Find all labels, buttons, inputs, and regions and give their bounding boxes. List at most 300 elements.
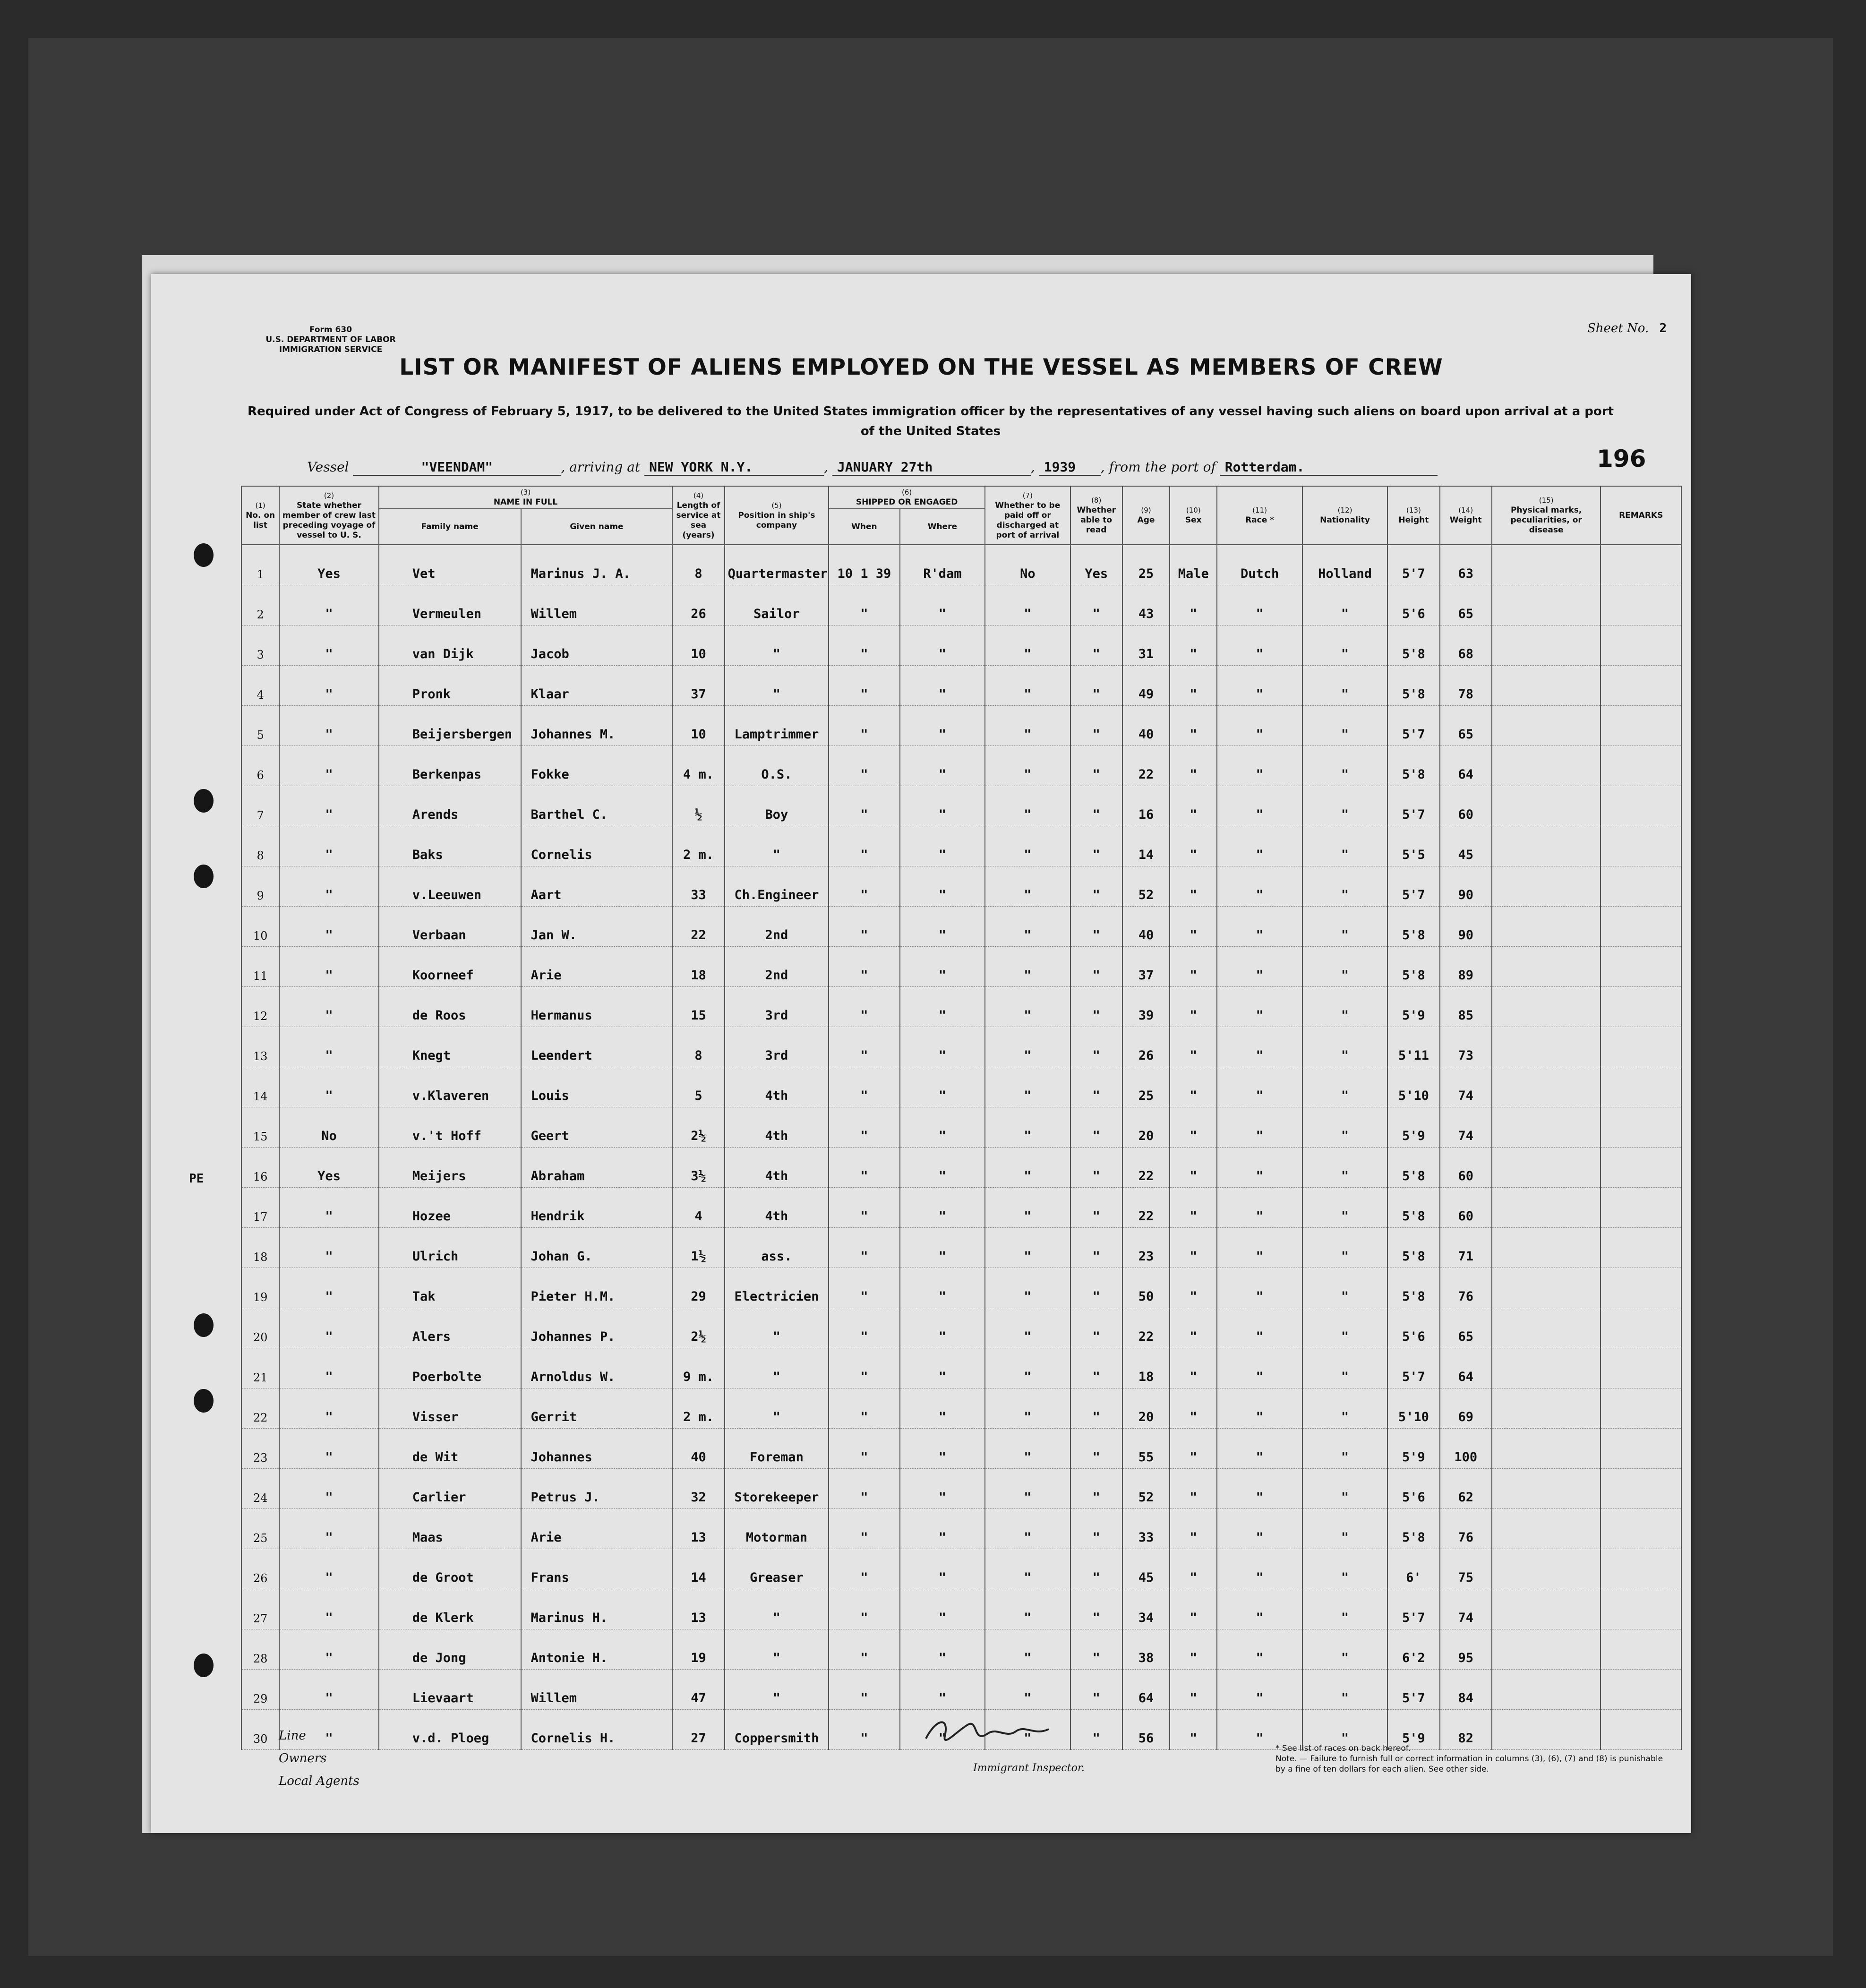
age-cell: 20 xyxy=(1122,1107,1170,1148)
nationality-cell: " xyxy=(1302,866,1387,907)
row-number-cell: 7 xyxy=(241,786,279,826)
physical-marks-cell xyxy=(1492,947,1601,987)
local-agents-label: Local Agents xyxy=(279,1774,360,1788)
paid-off-cell: " xyxy=(985,1509,1070,1549)
nationality-cell: " xyxy=(1302,1429,1387,1469)
punch-hole xyxy=(194,1654,214,1677)
paid-off-cell: " xyxy=(985,1188,1070,1228)
race-cell: " xyxy=(1217,626,1302,666)
col-family-header: Family name xyxy=(379,509,521,545)
remarks-cell xyxy=(1601,1670,1681,1710)
length-of-service-cell: 8 xyxy=(672,545,724,585)
paid-off-cell: No xyxy=(985,545,1070,585)
col-height-header: (13) Height xyxy=(1387,486,1439,545)
form-number: Form 630 xyxy=(309,325,352,334)
prev-voyage-cell: " xyxy=(279,666,379,706)
sex-cell: " xyxy=(1170,1549,1217,1589)
able-to-read-cell: " xyxy=(1070,1429,1122,1469)
shipped-when-cell: " xyxy=(829,866,899,907)
able-to-read-cell: " xyxy=(1070,1509,1122,1549)
given-name-cell: Johannes M. xyxy=(521,706,673,746)
height-cell: 5'5 xyxy=(1387,826,1439,866)
col-name-header: (3) NAME IN FULL xyxy=(379,486,673,509)
physical-marks-cell xyxy=(1492,1629,1601,1670)
nationality-cell: " xyxy=(1302,585,1387,626)
weight-cell: 68 xyxy=(1440,626,1492,666)
sex-cell: " xyxy=(1170,987,1217,1027)
race-cell: " xyxy=(1217,1429,1302,1469)
sex-cell: " xyxy=(1170,786,1217,826)
table-row xyxy=(241,746,1681,786)
prev-voyage-cell: No xyxy=(279,1107,379,1148)
nationality-cell: " xyxy=(1302,1268,1387,1308)
remarks-cell xyxy=(1601,947,1681,987)
length-of-service-cell: 8 xyxy=(672,1027,724,1067)
weight-cell: 60 xyxy=(1440,786,1492,826)
physical-marks-cell xyxy=(1492,907,1601,947)
race-cell: " xyxy=(1217,1710,1302,1750)
length-of-service-cell: 47 xyxy=(672,1670,724,1710)
age-cell: 22 xyxy=(1122,1188,1170,1228)
department-name: U.S. DEPARTMENT OF LABOR xyxy=(265,335,396,344)
table-row xyxy=(241,1469,1681,1509)
paid-off-cell: " xyxy=(985,1027,1070,1067)
prev-voyage-cell: " xyxy=(279,1027,379,1067)
given-name-cell: Petrus J. xyxy=(521,1469,673,1509)
able-to-read-cell: " xyxy=(1070,1348,1122,1388)
nationality-cell: " xyxy=(1302,907,1387,947)
shipped-where-cell: " xyxy=(900,1469,985,1509)
col-no-header: (1) No. on list xyxy=(241,486,279,545)
weight-cell: 90 xyxy=(1440,907,1492,947)
paid-off-cell: " xyxy=(985,1107,1070,1148)
race-cell: " xyxy=(1217,1027,1302,1067)
race-cell: " xyxy=(1217,1469,1302,1509)
row-number-cell: 26 xyxy=(241,1549,279,1589)
paid-off-cell: " xyxy=(985,1589,1070,1629)
paid-off-cell: " xyxy=(985,1388,1070,1429)
paid-off-cell: " xyxy=(985,1348,1070,1388)
height-cell: 5'9 xyxy=(1387,1710,1439,1750)
sex-cell: " xyxy=(1170,706,1217,746)
prev-voyage-cell: " xyxy=(279,626,379,666)
remarks-cell xyxy=(1601,1188,1681,1228)
paid-off-cell: " xyxy=(985,585,1070,626)
physical-marks-cell xyxy=(1492,585,1601,626)
remarks-cell xyxy=(1601,826,1681,866)
row-number-cell: 6 xyxy=(241,746,279,786)
family-name-cell: v.Leeuwen xyxy=(379,866,521,907)
header-row xyxy=(241,486,1681,509)
remarks-cell xyxy=(1601,1509,1681,1549)
inspector-label: Immigrant Inspector. xyxy=(973,1762,1085,1774)
paid-off-cell: " xyxy=(985,706,1070,746)
age-cell: 26 xyxy=(1122,1027,1170,1067)
form-header xyxy=(217,325,444,355)
height-cell: 5'11 xyxy=(1387,1027,1439,1067)
shipped-when-cell: " xyxy=(829,1308,899,1348)
shipped-when-cell: " xyxy=(829,1268,899,1308)
weight-cell: 76 xyxy=(1440,1509,1492,1549)
nationality-cell: " xyxy=(1302,947,1387,987)
physical-marks-cell xyxy=(1492,1670,1601,1710)
table-row xyxy=(241,1549,1681,1589)
shipped-when-cell: " xyxy=(829,1388,899,1429)
table-row xyxy=(241,1188,1681,1228)
shipped-where-cell: " xyxy=(900,866,985,907)
physical-marks-cell xyxy=(1492,1067,1601,1107)
manifest-title: LIST OR MANIFEST OF ALIENS EMPLOYED ON THE VESSEL AS MEMBERS OF CREW xyxy=(399,354,1443,380)
shipped-when-cell: " xyxy=(829,1348,899,1388)
row-number-cell: 14 xyxy=(241,1067,279,1107)
arrival-date: JANUARY 27th xyxy=(832,459,1031,476)
given-name-cell: Geert xyxy=(521,1107,673,1148)
sex-cell: " xyxy=(1170,1188,1217,1228)
sex-cell: " xyxy=(1170,585,1217,626)
col-when-header: When xyxy=(829,509,899,545)
age-cell: 37 xyxy=(1122,947,1170,987)
weight-cell: 74 xyxy=(1440,1067,1492,1107)
family-name-cell: Ulrich xyxy=(379,1228,521,1268)
shipped-where-cell: " xyxy=(900,826,985,866)
shipped-where-cell: " xyxy=(900,987,985,1027)
family-name-cell: Alers xyxy=(379,1308,521,1348)
weight-cell: 60 xyxy=(1440,1188,1492,1228)
col-position-header: (5) Position in ship's company xyxy=(725,486,829,545)
remarks-cell xyxy=(1601,1589,1681,1629)
able-to-read-cell: " xyxy=(1070,1268,1122,1308)
position-cell: " xyxy=(725,826,829,866)
table-row xyxy=(241,1107,1681,1148)
height-cell: 5'6 xyxy=(1387,585,1439,626)
footer-notes xyxy=(1275,1743,1672,1774)
family-name-cell: v.Klaveren xyxy=(379,1067,521,1107)
table-row xyxy=(241,706,1681,746)
length-of-service-cell: 1½ xyxy=(672,1228,724,1268)
prev-voyage-cell: " xyxy=(279,1388,379,1429)
age-cell: 40 xyxy=(1122,706,1170,746)
table-row xyxy=(241,1509,1681,1549)
remarks-cell xyxy=(1601,1027,1681,1067)
shipped-where-cell: " xyxy=(900,666,985,706)
family-name-cell: Lievaart xyxy=(379,1670,521,1710)
position-cell: Electricien xyxy=(725,1268,829,1308)
shipped-where-cell: R'dam xyxy=(900,545,985,585)
height-cell: 5'7 xyxy=(1387,1348,1439,1388)
weight-cell: 45 xyxy=(1440,826,1492,866)
age-cell: 52 xyxy=(1122,1469,1170,1509)
age-cell: 14 xyxy=(1122,826,1170,866)
shipped-where-cell: " xyxy=(900,1148,985,1188)
remarks-cell xyxy=(1601,1148,1681,1188)
paid-off-cell: " xyxy=(985,1268,1070,1308)
length-of-service-cell: 13 xyxy=(672,1589,724,1629)
weight-cell: 71 xyxy=(1440,1228,1492,1268)
physical-marks-cell xyxy=(1492,1509,1601,1549)
remarks-cell xyxy=(1601,907,1681,947)
position-cell: 3rd xyxy=(725,1027,829,1067)
able-to-read-cell: " xyxy=(1070,1388,1122,1429)
family-name-cell: de Jong xyxy=(379,1629,521,1670)
margin-mark: PE xyxy=(189,1172,204,1186)
nationality-cell: " xyxy=(1302,987,1387,1027)
physical-marks-cell xyxy=(1492,1348,1601,1388)
prev-voyage-cell: " xyxy=(279,1549,379,1589)
shipped-where-cell: " xyxy=(900,1509,985,1549)
race-cell: Dutch xyxy=(1217,545,1302,585)
race-cell: " xyxy=(1217,1388,1302,1429)
table-row xyxy=(241,1148,1681,1188)
position-cell: " xyxy=(725,626,829,666)
sex-cell: " xyxy=(1170,626,1217,666)
family-name-cell: Visser xyxy=(379,1388,521,1429)
weight-cell: 89 xyxy=(1440,947,1492,987)
shipped-when-cell: " xyxy=(829,987,899,1027)
sex-cell: " xyxy=(1170,1509,1217,1549)
sex-cell: " xyxy=(1170,1027,1217,1067)
shipped-when-cell: " xyxy=(829,907,899,947)
weight-cell: 65 xyxy=(1440,585,1492,626)
able-to-read-cell: " xyxy=(1070,987,1122,1027)
family-name-cell: Meijers xyxy=(379,1148,521,1188)
sex-cell: " xyxy=(1170,1348,1217,1388)
family-name-cell: Carlier xyxy=(379,1469,521,1509)
shipped-when-cell: " xyxy=(829,1148,899,1188)
row-number-cell: 22 xyxy=(241,1388,279,1429)
family-name-cell: Berkenpas xyxy=(379,746,521,786)
manifest-page xyxy=(151,274,1691,1833)
paid-off-cell: " xyxy=(985,947,1070,987)
table-row xyxy=(241,987,1681,1027)
crew-table xyxy=(241,486,1682,1750)
length-of-service-cell: 26 xyxy=(672,585,724,626)
age-cell: 56 xyxy=(1122,1710,1170,1750)
prev-voyage-cell: Yes xyxy=(279,1148,379,1188)
nationality-cell: " xyxy=(1302,1228,1387,1268)
remarks-cell xyxy=(1601,1228,1681,1268)
length-of-service-cell: 19 xyxy=(672,1629,724,1670)
given-name-cell: Arie xyxy=(521,1509,673,1549)
shipped-where-cell: " xyxy=(900,1388,985,1429)
length-of-service-cell: 3½ xyxy=(672,1148,724,1188)
owners-label: Owners xyxy=(279,1751,327,1765)
position-cell: " xyxy=(725,1388,829,1429)
height-cell: 5'9 xyxy=(1387,1107,1439,1148)
paid-off-cell: " xyxy=(985,1629,1070,1670)
paid-off-cell: " xyxy=(985,907,1070,947)
given-name-cell: Hendrik xyxy=(521,1188,673,1228)
given-name-cell: Barthel C. xyxy=(521,786,673,826)
length-of-service-cell: 33 xyxy=(672,866,724,907)
row-number-cell: 11 xyxy=(241,947,279,987)
height-cell: 5'8 xyxy=(1387,626,1439,666)
able-to-read-cell: " xyxy=(1070,1308,1122,1348)
family-name-cell: Knegt xyxy=(379,1027,521,1067)
height-cell: 5'8 xyxy=(1387,907,1439,947)
row-number-cell: 17 xyxy=(241,1188,279,1228)
position-cell: 4th xyxy=(725,1188,829,1228)
prev-voyage-cell: " xyxy=(279,585,379,626)
able-to-read-cell: " xyxy=(1070,706,1122,746)
length-of-service-cell: 4 xyxy=(672,1188,724,1228)
physical-marks-cell xyxy=(1492,545,1601,585)
row-number-cell: 1 xyxy=(241,545,279,585)
position-cell: 4th xyxy=(725,1067,829,1107)
position-cell: 2nd xyxy=(725,947,829,987)
table-row xyxy=(241,545,1681,585)
given-name-cell: Cornelis H. xyxy=(521,1710,673,1750)
shipped-when-cell: " xyxy=(829,786,899,826)
col-race-header: (11) Race * xyxy=(1217,486,1302,545)
sex-cell: " xyxy=(1170,666,1217,706)
shipped-where-cell: " xyxy=(900,1348,985,1388)
length-of-service-cell: 2 m. xyxy=(672,1388,724,1429)
physical-marks-cell xyxy=(1492,1549,1601,1589)
weight-cell: 82 xyxy=(1440,1710,1492,1750)
race-cell: " xyxy=(1217,866,1302,907)
race-cell: " xyxy=(1217,1308,1302,1348)
position-cell: Ch.Engineer xyxy=(725,866,829,907)
physical-marks-cell xyxy=(1492,626,1601,666)
physical-marks-cell xyxy=(1492,706,1601,746)
physical-marks-cell xyxy=(1492,1228,1601,1268)
age-cell: 18 xyxy=(1122,1348,1170,1388)
shipped-when-cell: " xyxy=(829,826,899,866)
shipped-where-cell: " xyxy=(900,1589,985,1629)
length-of-service-cell: 5 xyxy=(672,1067,724,1107)
row-number-cell: 18 xyxy=(241,1228,279,1268)
shipped-where-cell: " xyxy=(900,1308,985,1348)
weight-cell: 73 xyxy=(1440,1027,1492,1067)
length-of-service-cell: 27 xyxy=(672,1710,724,1750)
row-number-cell: 16 xyxy=(241,1148,279,1188)
sex-cell: " xyxy=(1170,1589,1217,1629)
position-cell: Coppersmith xyxy=(725,1710,829,1750)
age-cell: 45 xyxy=(1122,1549,1170,1589)
sex-cell: " xyxy=(1170,907,1217,947)
given-name-cell: Cornelis xyxy=(521,826,673,866)
weight-cell: 65 xyxy=(1440,1308,1492,1348)
given-name-cell: Pieter H.M. xyxy=(521,1268,673,1308)
prev-voyage-cell: " xyxy=(279,1228,379,1268)
position-cell: " xyxy=(725,1348,829,1388)
prev-voyage-cell: " xyxy=(279,1188,379,1228)
able-to-read-cell: " xyxy=(1070,626,1122,666)
position-cell: 2nd xyxy=(725,907,829,947)
position-cell: Quartermaster xyxy=(725,545,829,585)
col-where-header: Where xyxy=(900,509,985,545)
row-number-cell: 4 xyxy=(241,666,279,706)
able-to-read-cell: " xyxy=(1070,1228,1122,1268)
table-row xyxy=(241,1670,1681,1710)
age-cell: 22 xyxy=(1122,1308,1170,1348)
table-row xyxy=(241,1268,1681,1308)
position-cell: 4th xyxy=(725,1148,829,1188)
paid-off-cell: " xyxy=(985,1308,1070,1348)
sex-cell: " xyxy=(1170,1228,1217,1268)
given-name-cell: Marinus J. A. xyxy=(521,545,673,585)
given-name-cell: Willem xyxy=(521,585,673,626)
line-label: Line xyxy=(279,1729,306,1743)
punch-hole xyxy=(194,865,214,888)
family-name-cell: v.'t Hoff xyxy=(379,1107,521,1148)
shipped-when-cell: " xyxy=(829,1629,899,1670)
shipped-where-cell: " xyxy=(900,1107,985,1148)
paid-off-cell: " xyxy=(985,1670,1070,1710)
position-cell: 3rd xyxy=(725,987,829,1027)
race-cell: " xyxy=(1217,907,1302,947)
nationality-cell: " xyxy=(1302,626,1387,666)
paid-off-cell: " xyxy=(985,1429,1070,1469)
age-cell: 52 xyxy=(1122,866,1170,907)
prev-voyage-cell: " xyxy=(279,1268,379,1308)
nationality-cell: " xyxy=(1302,1509,1387,1549)
height-cell: 5'7 xyxy=(1387,706,1439,746)
age-cell: 49 xyxy=(1122,666,1170,706)
nationality-cell: " xyxy=(1302,1027,1387,1067)
shipped-where-cell: " xyxy=(900,1268,985,1308)
able-to-read-cell: " xyxy=(1070,866,1122,907)
able-to-read-cell: " xyxy=(1070,826,1122,866)
col-prev-voyage-header: (2) State whether member of crew last preceding voyage of vessel to U. S. xyxy=(279,486,379,545)
row-number-cell: 30 xyxy=(241,1710,279,1750)
family-name-cell: Pronk xyxy=(379,666,521,706)
physical-marks-cell xyxy=(1492,786,1601,826)
shipped-when-cell: " xyxy=(829,1188,899,1228)
position-cell: Motorman xyxy=(725,1509,829,1549)
remarks-cell xyxy=(1601,1067,1681,1107)
family-name-cell: Tak xyxy=(379,1268,521,1308)
race-cell: " xyxy=(1217,1670,1302,1710)
position-cell: " xyxy=(725,666,829,706)
table-row xyxy=(241,826,1681,866)
shipped-when-cell: " xyxy=(829,585,899,626)
given-name-cell: Fokke xyxy=(521,746,673,786)
weight-cell: 60 xyxy=(1440,1148,1492,1188)
crew-table-body xyxy=(241,545,1681,1750)
position-cell: Foreman xyxy=(725,1429,829,1469)
given-name-cell: Willem xyxy=(521,1670,673,1710)
shipped-when-cell: " xyxy=(829,1107,899,1148)
prev-voyage-cell: " xyxy=(279,1629,379,1670)
punch-hole xyxy=(194,789,214,813)
nationality-cell: " xyxy=(1302,1067,1387,1107)
age-cell: 25 xyxy=(1122,1067,1170,1107)
shipped-where-cell: " xyxy=(900,1228,985,1268)
family-name-cell: Koorneef xyxy=(379,947,521,987)
sex-cell: " xyxy=(1170,1629,1217,1670)
given-name-cell: Louis xyxy=(521,1067,673,1107)
height-cell: 5'7 xyxy=(1387,545,1439,585)
length-of-service-cell: 37 xyxy=(672,666,724,706)
row-number-cell: 8 xyxy=(241,826,279,866)
race-cell: " xyxy=(1217,1509,1302,1549)
race-cell: " xyxy=(1217,585,1302,626)
remarks-cell xyxy=(1601,626,1681,666)
nationality-cell: " xyxy=(1302,1148,1387,1188)
family-name-cell: Arends xyxy=(379,786,521,826)
weight-cell: 62 xyxy=(1440,1469,1492,1509)
remarks-cell xyxy=(1601,1107,1681,1148)
height-cell: 5'8 xyxy=(1387,1148,1439,1188)
age-cell: 23 xyxy=(1122,1228,1170,1268)
shipped-where-cell: " xyxy=(900,1027,985,1067)
sex-cell: " xyxy=(1170,1670,1217,1710)
height-cell: 5'9 xyxy=(1387,1429,1439,1469)
age-cell: 55 xyxy=(1122,1429,1170,1469)
table-row xyxy=(241,947,1681,987)
col-service-header: (4) Length of service at sea (years) xyxy=(672,486,724,545)
